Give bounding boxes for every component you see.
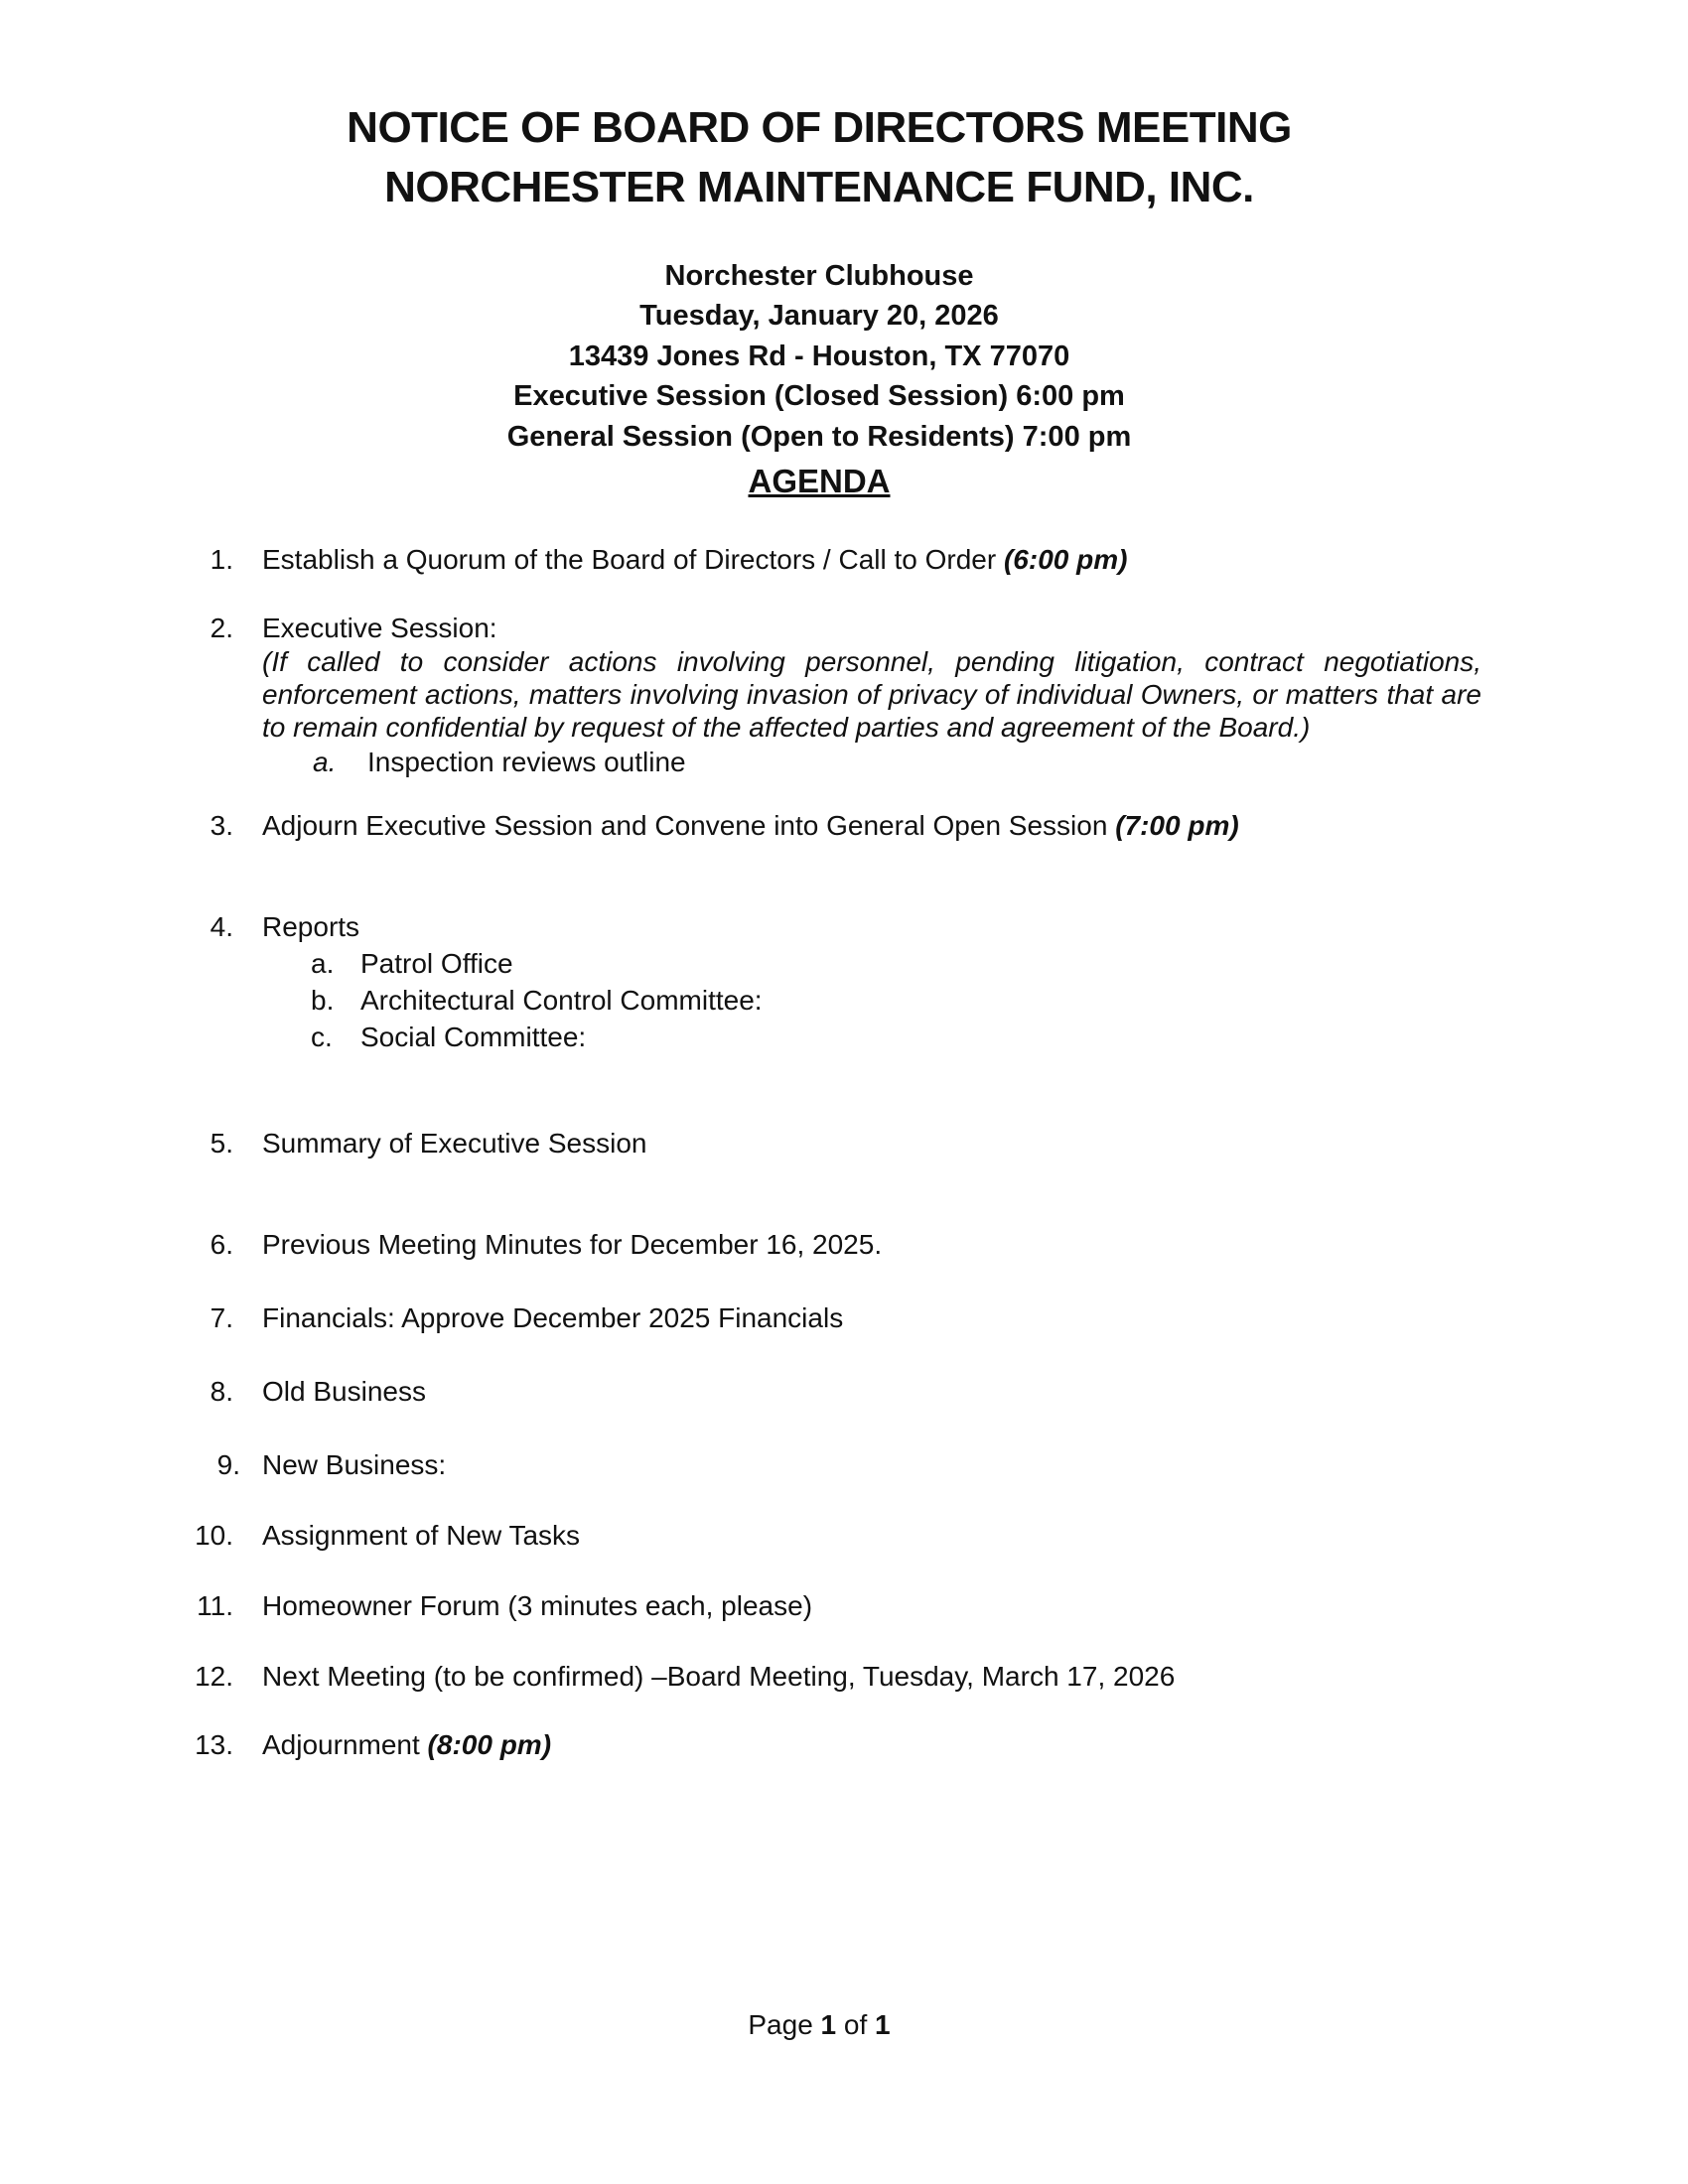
agenda-item-13-time: (8:00 pm) bbox=[427, 1729, 552, 1760]
agenda-item-2-text: Executive Session: bbox=[262, 613, 497, 643]
agenda-item-13-text: Adjournment bbox=[262, 1729, 428, 1760]
agenda-item-4-text: Reports bbox=[262, 911, 360, 942]
agenda-item-3-time: (7:00 pm) bbox=[1115, 810, 1239, 841]
meeting-location: Norchester Clubhouse bbox=[664, 260, 974, 292]
executive-session-time: Executive Session (Closed Session) 6:00 pm bbox=[513, 380, 1125, 412]
agenda-heading: AGENDA bbox=[748, 463, 891, 499]
general-session-time: General Session (Open to Residents) 7:00 pm bbox=[506, 421, 1132, 453]
agenda-page: NOTICE OF BOARD OF DIRECTORS MEETING NORCHESTER MAINTENANCE FUND, INC. Norchester Clubhouse Tuesday, January 20, 2026 13439 Jones Rd - Houston, TX 77070 Executive Session (Closed Session) 6:00 pm General Session (Open to Residents) 7:00 pm AGENDA 1. Establish a Quorum of the Board of Directors / Call to Order (6:00 pm) 2. Executive Session: (If called to consider actions involving personnel, pending litigation, contract negotiations, enforcement actions, matters involving invasion of privacy of individual Owners, or matters that are to remain confidential by request of the affected parties and agreement of the Board.) a. Inspection reviews outline 3. Adjourn Executive Session and Convene into General Open Session (7:00 pm) 4. Reports a. Patrol Office b. Architectural Control Committee: c. Social Committee: 5. Summary of Executive Session 6. Previous Meeting Minutes for December 16, 2025. 7. Financials: Approve December 2025 Financials 8. Old Business 9. New Business: 10. Assignment of New Tasks 11. Homeowner Forum (3 minutes each, please) 12. Next Meeting (to be confirmed) –Board Meeting, Tuesday, March 17, 2026 13. Adjournment (8:00 pm) Page 1 of 1 bbox=[0, 0, 1688, 2184]
executive-session-note: (If called to consider actions involving personnel, pending litigation, contract negotiations, enforcement actions, matters involving invasion of privacy of individual Owners, or matters that are to remain confidential by request of the affected parties and agreement of the Board.) bbox=[262, 646, 1481, 743]
agenda-item-3-text: Adjourn Executive Session and Convene into General Open Session bbox=[262, 810, 1116, 841]
agenda-item-1-text: Establish a Quorum of the Board of Directors / Call to Order bbox=[262, 544, 1004, 575]
meeting-date: Tuesday, January 20, 2026 bbox=[639, 300, 999, 332]
document-title-line-1: NOTICE OF BOARD OF DIRECTORS MEETING bbox=[347, 103, 1292, 152]
meeting-address: 13439 Jones Rd - Houston, TX 77070 bbox=[568, 341, 1070, 372]
document-title-line-2: NORCHESTER MAINTENANCE FUND, INC. bbox=[384, 163, 1254, 211]
agenda-item-1-time: (6:00 pm) bbox=[1003, 544, 1128, 575]
page-number: Page 1 of 1 bbox=[748, 2009, 891, 2040]
